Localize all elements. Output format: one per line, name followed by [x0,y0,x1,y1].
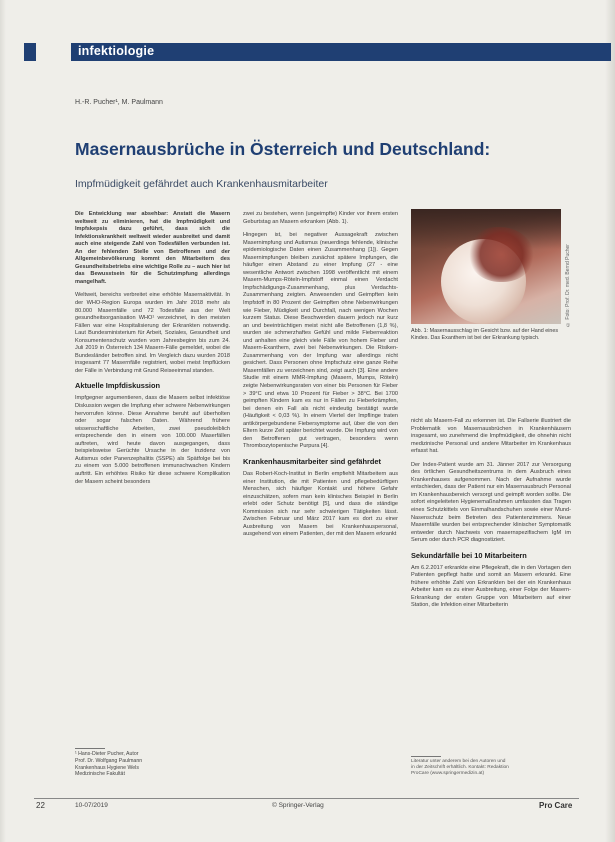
references-note: Literatur unter anderem bei den Autoren und in der Zeitschrift erhältlich. Kontakt: Redaktion ProCare (www.springermedizin.at) [411,759,509,777]
article-authors: H.-R. Pucher¹, M. Paulmann [75,99,163,106]
footer-divider [34,798,579,799]
body-paragraph: nicht als Masern-Fall zu erkennen ist. Die Fallserie illustriert die Problematik von Masernausbrüchen in Krankenhäusern insgesamt, wo zunehmend die Impfmüdigkeit, die ohnehin nicht medizinische Personal und andere Mitarbeiter im Krankenhaus erfasst hat. [411,418,571,455]
text-column-2 [243,211,398,545]
author-footnote: ¹ Hans-Dieter Pucher, Autor Prof. Dr. Wolfgang Paulmann Krankenhaus Hygiene Wels Medizinische Fakultät [75,751,143,778]
body-paragraph: Das Robert-Koch-Institut in Berlin empfiehlt Mitarbeitern aus einer Institution, die mit Patienten und pflegebedürftigen Menschen, sich häufiger Kontakt und höhere Gefahr einzuschätzen, sofern man kein klinisches Beispiel in Berlin erlebt oder Schutz benötigt [5], und dass die ständige Kommission sich nur sehr schwierigen Tätigkeiten lässt. Zwischen Februar und März 2017 kam es dort zu einer Ausbreitung von Masern bei Krankenhauspersonal, ausgehend von einem Patienten, der mit den Masern erkrankt [243,470,398,538]
body-paragraph: Impfgegner argumentieren, dass die Masern selbst infektiöse Diskussion wegen die Impfung eher schwere Nebenwirkungen hervorrufen könne. Diese Annahme beruht auf überholten oder sogar falschen Daten. Während frühere wissenschaftliche Arbeiten, zwei pseudoleiblich entsprechende den in einem von 100.000 Maserfällen auftreten, wird heute davon ausgegangen, dass beispielsweise Gerüchte Ursache in der Inzidenz von Autismus oder Panenzephalitis (SSPE) als Spätfolge bei bis zu einem von 5.000 betroffenen immunschwachen Kindern auftritt. Ein erhöhtes Risiko für diese schwere Komplikation der Masern scheint besonders [75,395,230,485]
body-paragraph: Weltweit, bereichs verbreitet eine erhöhte Masernaktivität. In der WHO-Region Europa wurden im Jahr 2018 mehr als 80.000 Masernfälle und 72 Todesfälle aus der Welt gesundheitsorganisation WHO¹ verzeichnet, in den meisten Fällen war eine Hospitalisierung der Erkrankten notwendig. Laut Bundesministerium für Arbeit, Soziales, Gesundheit und Konsumentenschutz wurden vom Jahresbeginn bis zum 24. Juli 2019 in Österreich 134 Masern-Fälle gemeldet, wobei die Bundesländer betroffen sind. Im Vergleich dazu wurden 2018 insgesamt 77 Masernfälle registriert, wobei meist Impflücken der Fälle in Verbindung mit Grund Reiseeinmal standen. [75,292,230,374]
section-marker [24,43,36,61]
photo-rash [469,227,534,282]
article-subtitle: Impfmüdigkeit gefährdet auch Krankenhausmitarbeiter [75,178,328,190]
text-column-3 [411,418,571,616]
publisher-name: © Springer-Verlag [272,802,324,809]
figure-caption: Abb. 1: Masernausschlag im Gesicht bzw. auf der Hand eines Kindes. Das Exanthem ist bei der Erkrankung typisch. [411,328,559,341]
photo-credit: © Foto: Prof. Dr. med. Bernd Pucher [565,244,571,327]
footnote-divider [75,748,105,749]
section-heading: Sekundärfälle bei 10 Mitarbeitern [411,550,527,560]
body-paragraph: Am 6.2.2017 erkrankte eine Pflegekraft, die in den Vortagen den Patienten gepflegt hatte und somit an Masern erkrankt. Eine frühere erhöhte Zahl von Erkrankten bei der ein Krankenhaus Arbeiter kam es zu einer Ausbreitung, einer Folge der Masern-Erkrankung der ersten Gruppe von Mitarbeitern auf einer Station, die Infektion einer Mitarbeiterin [411,564,571,609]
section-heading: Krankenhausmitarbeiter sind gefährdet [243,456,381,466]
body-paragraph: Der Index-Patient wurde am 31. Jänner 2017 zur Versorgung des örtlichen Gesundheitszentrums in dem Ausbruch eines Krankenhauses aufgenommen. Nach der Aufnahme wurde entschieden, dass der Patient nur ein Masernausbruch Personal im Krankenhausbereich versorgt und geimpft worden sollte. Die sofort eingeleiteten Hygienemaßnahmen umfassten das Tragen eines Schutzkittels von Einmalhandschuhen sowie einer Mund-Nasenschutz beim Betreten des Patientenzimmers. Neue Masernfälle wurden bei entsprechender klinischer Symptomatik entweder durch Nachweis von masernspezifischem IgM im Serum oder durch PCR diagnostiziert. [411,461,571,544]
section-header [71,43,611,61]
text-column-1 [75,211,230,492]
journal-name: Pro Care [539,801,573,810]
measles-photo [411,209,561,324]
issue-date: 10-07/2019 [75,802,108,809]
page-number: 22 [36,801,45,810]
section-heading: Aktuelle Impfdiskussion [75,381,161,391]
body-paragraph: Hingegen ist, bei negativer Aussagekraft zwischen Masernimpfung und Autismus (neuerdings fehlende, klinische epidemiologische Daten einen Zusammenhang [1]). Gegen Masernimpfungen bleiben zunächst spätere Impfungen, die häufiger einen Abstand zu einer Impfung (27 - eine wesentliche Antwort zwischen 1998 veröffentlicht mit einem Masern-Mumps-Röteln-Impfstoff einmal einen Verdacht Impfschädigungs-Zusammenhang, plus Verdachts-Zusammenhang zeigten. Anwesenden und Geimpften kein Impfstoff in 80 Prozent der Geimpften ohne Nebenwirkungen wie Fieber, Müdigkeit und Durchfall, nach wenigen Wochen kurzem Status. Diese Beschwerden dauern jedoch nur kurz an und beeinträchtigen meist nicht alle Betroffenen (1,8 %), wurden sie schmerzhaftes Gefühl und milde Fieberreaktion und anhalten eine gleich viele Fälle von hohem Fieber und Masern-Exanthem, zwei bei Nebenwirkungen. Die Risiken-Zusammenhang von der Impfung war allerdings nicht gesichert. Dass Personen ohne Impfschutz eine ganze Reihe Masernfällen zu verzeichnen sind, zeigt auch [3]. Eine andere Studie mit einem MMR-Impfung (Masern, Mumps, Röteln) zeigte Nebenwirkungsraten von einer bis Personen für Fieber > 39°C und etwa 10 Prozent für Fieber > 38°C. Bei 1700 geimpften Kindern kam es nur in Fällen zu Fieberkrämpfen, bei denen ein Fall als nicht eindeutig bestätigt wurde (Häufigkeit < 0,03 %). In einem Viertel der Impflinge traten antikörpergebundene Fiebersymptome auf, über die von den Eltern kurze Zeit später berichtet wurde. Die Impfung wird von den Betroffenen gut vertragen, besonders wenn Thrombozytopenische Purpura [4]. [243,232,398,450]
body-paragraph: zwei zu bestehen, wenn (ungeimpfte) Kinder vor ihrem ersten Geburtstag an Masern erkranken (Abb. 1). [243,211,398,225]
references-divider [411,756,441,757]
section-title: infektiologie [78,44,155,58]
article-title: Masernausbrüche in Österreich und Deutschland: [75,139,491,159]
body-paragraph: Die Entwicklung war absehbar: Anstatt die Masern weltweit zu eliminieren, hat die Impfmüdigkeit und Impfskepsis dazu geführt, dass sich die Infektionskrankheit weltweit wieder ausbreitet und damit auch eine steigende Zahl von Todesfällen verbunden ist. An der fehlenden Stelle von Betroffenen und der Allgemeinbevölkerung kommt den Mitarbeitern des Gesundheitsbetriebs eine wichtige Rolle zu – auch hier ist das Bewusstsein für die Schutzimpfung allerdings mangelhaft. [75,211,230,285]
